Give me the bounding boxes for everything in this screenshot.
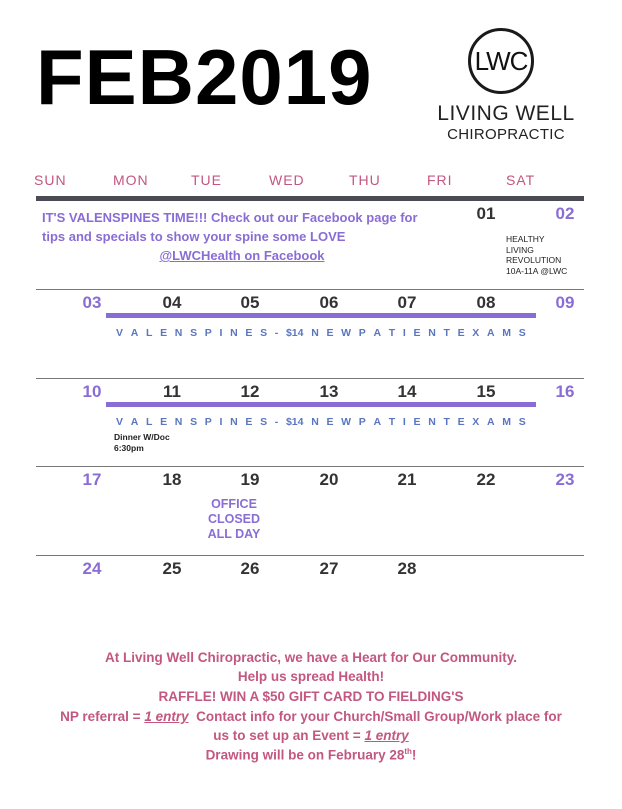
footer-text: us to set up an Event = [213, 728, 365, 743]
day-cell: 22 [476, 470, 496, 489]
footer-text: Contact info for your Church/Small Group/Work place for [188, 709, 562, 724]
banner-letter: A [373, 416, 382, 428]
event-text: ALL DAY [207, 527, 261, 541]
day-cell-weekend: 10 [82, 382, 102, 401]
banner-letter: - [274, 416, 279, 428]
banner-letter: E [413, 327, 421, 339]
banner-letter: X [472, 416, 480, 428]
banner-letter: N [428, 327, 436, 339]
day-cell-weekend: 24 [82, 559, 102, 578]
day-cell-weekend: 23 [555, 470, 575, 489]
banner-letter: V [116, 327, 124, 339]
weekday-thu: THU [349, 172, 381, 188]
day-cell: 12 [240, 382, 260, 401]
day-cell: 26 [240, 559, 260, 578]
banner-letter: I [219, 416, 223, 428]
footer-referral [20, 709, 602, 724]
banner-letter: S [260, 416, 268, 428]
day-cell: 04 [162, 293, 182, 312]
promo-text: IT'S VALENSPINES TIME!!! Check out our Facebook page for tips and specials to show your spine some LOVE [42, 210, 418, 244]
banner-letter: T [443, 416, 450, 428]
banner-letter: E [245, 327, 253, 339]
banner-letter: E [160, 416, 168, 428]
banner-letter: T [388, 416, 396, 428]
banner-letter: L [145, 327, 153, 339]
day-cell: 27 [319, 559, 339, 578]
promo-banner [116, 327, 526, 339]
banner-letter: N [174, 327, 183, 339]
logo-name: LIVING WELL [437, 102, 575, 125]
month-title: FEB2019 [36, 33, 373, 121]
day-cell: 01 [476, 204, 496, 223]
banner-letter: S [190, 327, 198, 339]
banner-letter: M [502, 327, 512, 339]
banner-letter: N [174, 416, 183, 428]
event-text: 6:30pm [114, 442, 144, 453]
banner-letter: E [326, 327, 334, 339]
day-cell: 06 [319, 293, 339, 312]
footer-event [20, 728, 602, 743]
day-cell-weekend: 16 [555, 382, 575, 401]
lwc-logo [468, 28, 534, 94]
logo-mark: LWC [474, 45, 528, 76]
day-cell-weekend: 03 [82, 293, 102, 312]
banner-letter: W [341, 416, 352, 428]
weekday-fri: FRI [427, 172, 453, 188]
event-healthy-living [506, 234, 586, 276]
event-text: LIVING [506, 244, 534, 255]
event-text: CLOSED [207, 512, 261, 526]
banner-letter: P [204, 327, 212, 339]
footer-spread-health: Help us spread Health! [237, 669, 385, 684]
footer-drawing [20, 747, 602, 763]
footer-superscript: th [404, 747, 412, 756]
footer-text: NP referral = [60, 709, 145, 724]
event-text: 10A-11A @LWC [506, 265, 568, 276]
banner-letter: X [472, 327, 480, 339]
weekday-mon: MON [113, 172, 149, 188]
day-cell: 14 [397, 382, 417, 401]
footer-raffle: RAFFLE! WIN A $50 GIFT CARD TO FIELDING'S [158, 689, 464, 704]
day-cell: 08 [476, 293, 496, 312]
day-cell: 07 [397, 293, 417, 312]
banner-letter: A [486, 416, 495, 428]
week-divider [36, 289, 584, 290]
entry-emphasis: 1 entry [144, 709, 189, 724]
banner-letter: A [486, 327, 495, 339]
day-cell: 13 [319, 382, 339, 401]
banner-letter: N [311, 416, 319, 428]
banner-letter: S [190, 416, 198, 428]
day-cell: 28 [397, 559, 417, 578]
day-cell: 15 [476, 382, 496, 401]
banner-letter: E [413, 416, 421, 428]
banner-letter: I [402, 416, 406, 428]
header-divider [36, 196, 584, 201]
day-cell: 18 [162, 470, 182, 489]
event-text: HEALTHY [506, 234, 545, 244]
promo-range-bar [106, 313, 536, 318]
banner-letter: A [130, 327, 139, 339]
day-cell: 21 [397, 470, 417, 489]
banner-letter: E [457, 327, 465, 339]
footer-heart-line: At Living Well Chiropractic, we have a Heart for Our Community. [104, 650, 518, 665]
banner-letter: M [502, 416, 512, 428]
banner-letter: E [245, 416, 253, 428]
week-divider [36, 378, 584, 379]
banner-letter: P [358, 327, 366, 339]
weekday-tue: TUE [191, 172, 222, 188]
facebook-link[interactable]: @LWCHealth on Facebook [159, 248, 325, 263]
day-cell: 05 [240, 293, 260, 312]
banner-letter: S [518, 416, 526, 428]
banner-letter: S [518, 327, 526, 339]
banner-letter: N [428, 416, 436, 428]
banner-letter: V [116, 416, 124, 428]
day-cell: 25 [162, 559, 182, 578]
day-cell-weekend: 02 [555, 204, 575, 223]
banner-letter: N [311, 327, 319, 339]
banner-letter: N [230, 327, 238, 339]
event-text: OFFICE [211, 497, 257, 511]
day-cell: 20 [319, 470, 339, 489]
day-cell: 11 [163, 382, 181, 401]
week-divider [36, 555, 584, 556]
banner-letter: - [274, 327, 279, 339]
day-cell: 19 [240, 470, 260, 489]
weekday-sun: SUN [34, 172, 67, 188]
entry-emphasis: 1 entry [364, 728, 409, 743]
event-text: REVOLUTION [506, 255, 562, 265]
weekday-sat: SAT [506, 172, 536, 188]
banner-letter: N [230, 416, 238, 428]
footer-text: ! [411, 747, 417, 763]
event-text: Dinner W/Doc [114, 432, 170, 442]
logo-subtitle: CHIROPRACTIC [447, 126, 565, 143]
promo-banner [116, 416, 526, 428]
event-office-closed [196, 497, 272, 542]
banner-letter: A [373, 327, 382, 339]
banner-letter: E [160, 327, 168, 339]
banner-letter: $14 [285, 327, 304, 339]
banner-letter: $14 [285, 416, 304, 428]
banner-letter: E [457, 416, 465, 428]
banner-letter: W [341, 327, 352, 339]
banner-letter: S [260, 327, 268, 339]
footer-text: Drawing will be on February 28 [205, 747, 405, 763]
weekday-wed: WED [269, 172, 305, 188]
banner-letter: T [388, 327, 396, 339]
banner-letter: P [204, 416, 212, 428]
event-dinner [114, 432, 174, 453]
banner-letter: A [130, 416, 139, 428]
banner-letter: I [219, 327, 223, 339]
day-cell-weekend: 17 [82, 470, 102, 489]
banner-letter: T [443, 327, 450, 339]
promo-range-bar [106, 402, 536, 407]
banner-letter: P [358, 416, 366, 428]
banner-letter: E [326, 416, 334, 428]
day-cell-weekend: 09 [555, 293, 575, 312]
banner-letter: I [402, 327, 406, 339]
week-divider [36, 466, 584, 467]
banner-letter: L [145, 416, 153, 428]
